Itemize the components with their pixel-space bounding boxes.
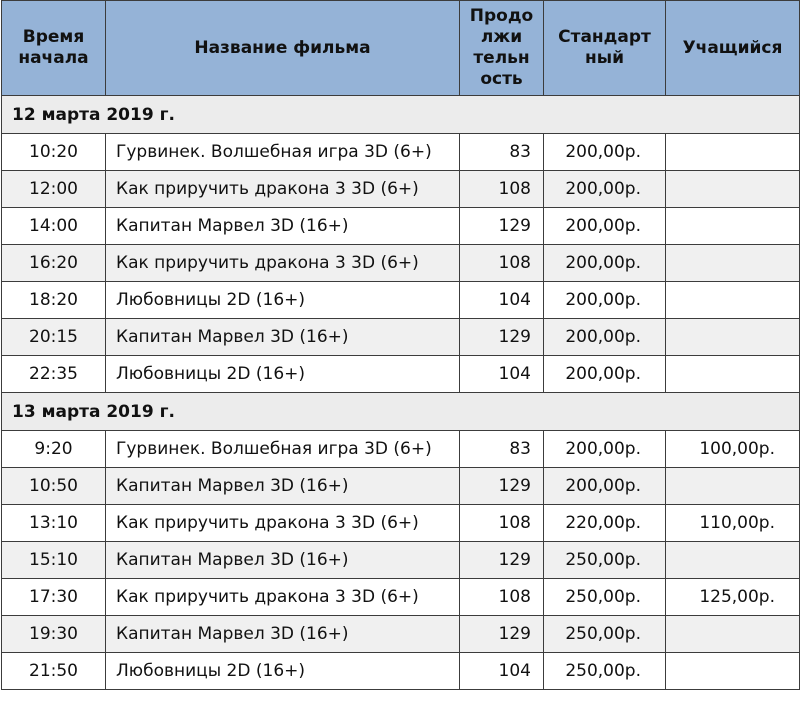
standard-price-cell: 220,00р.	[544, 505, 666, 542]
film-title-cell: Любовницы 2D (16+)	[106, 356, 460, 393]
table-row	[2, 542, 800, 579]
standard-price-cell: 200,00р.	[544, 171, 666, 208]
start-time-cell: 12:00	[2, 171, 106, 208]
date-label: 12 марта 2019 г.	[2, 96, 800, 134]
table-row	[2, 505, 800, 542]
duration-cell: 129	[460, 616, 544, 653]
duration-cell: 108	[460, 245, 544, 282]
standard-price-cell: 200,00р.	[544, 431, 666, 468]
header-standard-line2: ный	[584, 48, 625, 68]
student-price-cell: 125,00р.	[666, 579, 800, 616]
film-title-cell: Как приручить дракона 3 3D (6+)	[106, 505, 460, 542]
start-time-cell: 18:20	[2, 282, 106, 319]
standard-price-cell: 200,00р.	[544, 245, 666, 282]
film-title-cell: Как приручить дракона 3 3D (6+)	[106, 579, 460, 616]
duration-cell: 129	[460, 468, 544, 505]
duration-cell: 104	[460, 356, 544, 393]
student-price-cell	[666, 245, 800, 282]
student-price-cell	[666, 616, 800, 653]
film-title-cell: Капитан Марвел 3D (16+)	[106, 468, 460, 505]
start-time-cell: 22:35	[2, 356, 106, 393]
standard-price-cell: 200,00р.	[544, 134, 666, 171]
duration-cell: 108	[460, 505, 544, 542]
start-time-cell: 21:50	[2, 653, 106, 690]
start-time-cell: 9:20	[2, 431, 106, 468]
film-title-cell: Любовницы 2D (16+)	[106, 653, 460, 690]
table-row	[2, 208, 800, 245]
student-price-cell	[666, 356, 800, 393]
film-title-cell: Любовницы 2D (16+)	[106, 282, 460, 319]
table-row	[2, 468, 800, 505]
start-time-cell: 20:15	[2, 319, 106, 356]
standard-price-cell: 200,00р.	[544, 319, 666, 356]
header-duration-line2: лжи	[480, 27, 523, 47]
start-time-cell: 14:00	[2, 208, 106, 245]
date-row	[2, 393, 800, 431]
header-student-price: Учащийся	[666, 1, 800, 96]
header-start-time-line2: начала	[18, 48, 89, 68]
header-duration-line1: Продо	[469, 6, 534, 26]
student-price-cell	[666, 653, 800, 690]
header-duration-line4: ость	[480, 69, 523, 89]
standard-price-cell: 200,00р.	[544, 208, 666, 245]
standard-price-cell: 200,00р.	[544, 468, 666, 505]
film-title-cell: Как приручить дракона 3 3D (6+)	[106, 171, 460, 208]
date-label: 13 марта 2019 г.	[2, 393, 800, 431]
table-row	[2, 245, 800, 282]
header-row	[2, 1, 800, 96]
film-title-cell: Капитан Марвел 3D (16+)	[106, 208, 460, 245]
table-row	[2, 579, 800, 616]
header-start-time-line1: Время	[22, 27, 85, 47]
student-price-cell	[666, 282, 800, 319]
table-row	[2, 616, 800, 653]
header-duration	[460, 1, 544, 96]
table-row	[2, 653, 800, 690]
start-time-cell: 13:10	[2, 505, 106, 542]
start-time-cell: 16:20	[2, 245, 106, 282]
film-title-cell: Капитан Марвел 3D (16+)	[106, 616, 460, 653]
table-row	[2, 356, 800, 393]
duration-cell: 129	[460, 542, 544, 579]
header-standard-line1: Стандарт	[558, 27, 651, 47]
standard-price-cell: 250,00р.	[544, 579, 666, 616]
film-title-cell: Гурвинек. Волшебная игра 3D (6+)	[106, 431, 460, 468]
student-price-cell	[666, 319, 800, 356]
student-price-cell	[666, 134, 800, 171]
standard-price-cell: 250,00р.	[544, 653, 666, 690]
film-title-cell: Капитан Марвел 3D (16+)	[106, 319, 460, 356]
standard-price-cell: 250,00р.	[544, 542, 666, 579]
header-duration-line3: тельн	[473, 48, 530, 68]
start-time-cell: 10:20	[2, 134, 106, 171]
header-standard-price	[544, 1, 666, 96]
date-row	[2, 96, 800, 134]
table-row	[2, 134, 800, 171]
start-time-cell: 19:30	[2, 616, 106, 653]
header-film-title: Название фильма	[106, 1, 460, 96]
film-title-cell: Гурвинек. Волшебная игра 3D (6+)	[106, 134, 460, 171]
duration-cell: 83	[460, 431, 544, 468]
table-row	[2, 171, 800, 208]
start-time-cell: 17:30	[2, 579, 106, 616]
header-start-time	[2, 1, 106, 96]
student-price-cell: 110,00р.	[666, 505, 800, 542]
student-price-cell	[666, 171, 800, 208]
film-title-cell: Как приручить дракона 3 3D (6+)	[106, 245, 460, 282]
standard-price-cell: 200,00р.	[544, 356, 666, 393]
film-title-cell: Капитан Марвел 3D (16+)	[106, 542, 460, 579]
schedule-table	[1, 0, 800, 690]
student-price-cell: 100,00р.	[666, 431, 800, 468]
student-price-cell	[666, 208, 800, 245]
table-row	[2, 282, 800, 319]
table-row	[2, 431, 800, 468]
duration-cell: 108	[460, 171, 544, 208]
start-time-cell: 15:10	[2, 542, 106, 579]
duration-cell: 104	[460, 653, 544, 690]
duration-cell: 83	[460, 134, 544, 171]
standard-price-cell: 250,00р.	[544, 616, 666, 653]
student-price-cell	[666, 468, 800, 505]
duration-cell: 129	[460, 319, 544, 356]
duration-cell: 108	[460, 579, 544, 616]
duration-cell: 104	[460, 282, 544, 319]
standard-price-cell: 200,00р.	[544, 282, 666, 319]
start-time-cell: 10:50	[2, 468, 106, 505]
table-row	[2, 319, 800, 356]
student-price-cell	[666, 542, 800, 579]
duration-cell: 129	[460, 208, 544, 245]
